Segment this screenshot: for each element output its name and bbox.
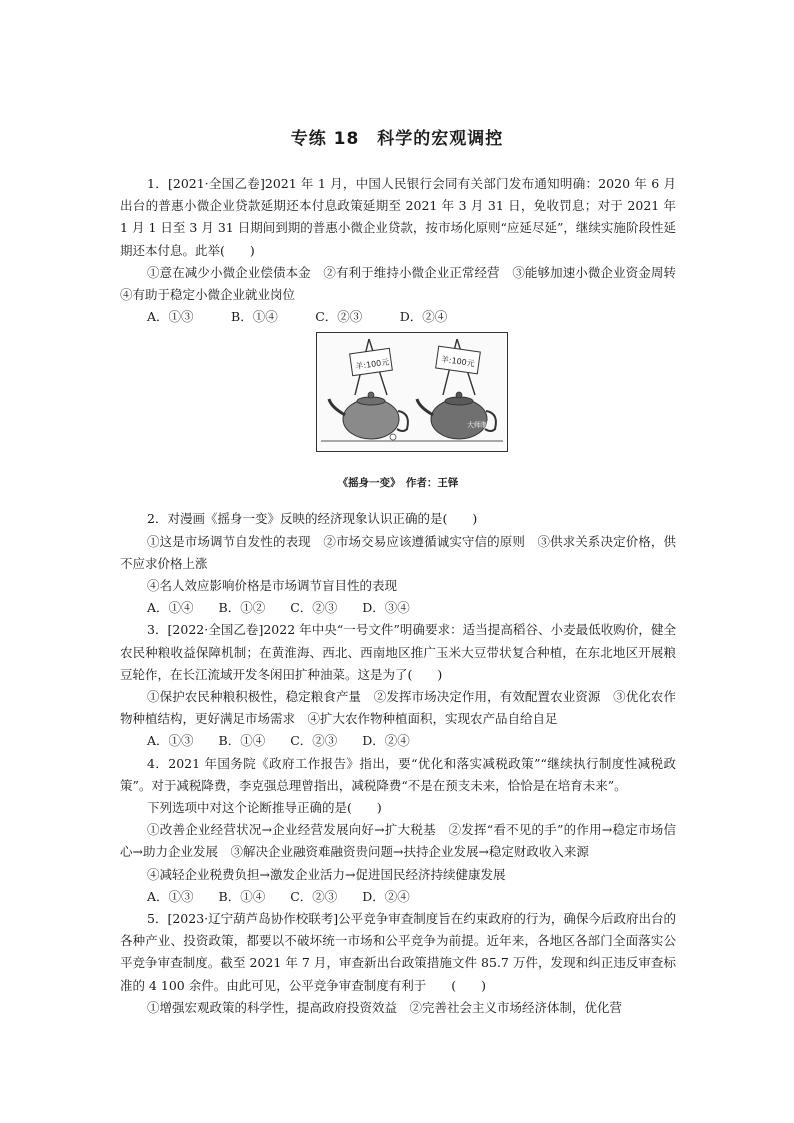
page-title: 专练 18 科学的宏观调控 [290, 129, 504, 149]
q4-stem: 4．2021 年国务院《政府工作报告》指出，要“优化和落实减税政策”“继续执行制度性减税政策”。对于减税降费，李克强总理曾指出，减税降费“不是在预支未来，恰恰是在培育未来”。 [120, 755, 676, 793]
left-teapot [329, 339, 408, 440]
q3-items: ①保护农民种粮积极性，稳定粮食产量 ②发挥市场决定作用，有效配置农业资源 ③优化农作物种植结构，更好满足市场需求 ④扩大农作物种植面积，实现农产品自给自足 [120, 689, 676, 727]
q1-items: ①意在减少小微企业偿债本金 ②有利于维持小微企业正常经营 ③能够加速小微企业资金周转 ④有助于稳定小微企业就业岗位 [120, 264, 689, 303]
q2-items-2: ④名人效应影响价格是市场调节盲目性的表现 [147, 578, 398, 594]
q5-items: ①增强宏观政策的科学性，提高政府投资效益 ②完善社会主义市场经济体制，优化营 [147, 999, 623, 1015]
figure-caption: 《摇身一变》 作者：王铎 [337, 477, 459, 490]
cartoon-figure-block [120, 332, 676, 502]
q4-options: A．①③ B．①④ C．②③ D．②④ [147, 888, 410, 904]
teapot-cartoon-drawing [317, 333, 507, 451]
q4-items-1: ①改善企业经营状况→企业经营发展向好→扩大税基 ②发挥“看不见的手”的作用→稳定市场信心→助力企业发展 ③解决企业融资难融资贵问题→扶持企业发展→稳定财政收入来源 [120, 822, 676, 860]
right-price-tag: 羊:100元 [440, 355, 476, 369]
q2-items-1: ①这是市场调节自发性的表现 ②市场交易应该遵循诚实守信的原则 ③供求关系决定价格，供不应求价格上涨 [120, 533, 676, 571]
q2-stem: 2．对漫画《摇身一变》反映的经济现象认识正确的是( ) [147, 511, 478, 527]
cartoon-image [316, 332, 508, 452]
q3-stem: 3．[2022·全国乙卷]2022 年中央“一号文件”明确要求：适当提高稻谷、小麦最低收购价，健全农民种粮收益保障机制；在黄淮海、西北、西南地区推广玉米大豆带状复合种植，在东北地区开展粮豆轮作，在长江流域开发冬闲田扩种油菜。这是为了( ) [120, 622, 676, 682]
q1-stem: 1．[2021·全国乙卷]2021 年 1 月，中国人民银行会同有关部门发布通知明确：2020 年 6 月出台的普惠小微企业贷款延期还本付息政策延期至 2021 年 3 月 31 日，免收罚息；对于 2021 年 1 月 1 日至 3 月 31 日期间到期的普惠小微企业贷款，按市场化原则“应延尽延”，继续实施阶段性延期还本付息。此举( ) [120, 176, 676, 258]
pot-signature-text: 大师制 [467, 421, 488, 430]
right-teapot [417, 339, 496, 439]
q4-stem-2: 下列选项中对这个论断推导正确的是( ) [147, 800, 382, 816]
question-list [120, 173, 689, 1019]
q4-items-2: ④减轻企业税费负担→激发企业活力→促进国民经济持续健康发展 [147, 866, 506, 882]
left-price-tag: 羊:100元 [354, 357, 390, 372]
q2-options: A．①④ B．①② C．②③ D．③④ [147, 600, 410, 616]
q5-stem: 5．[2023·辽宁葫芦岛协作校联考]公平竞争审查制度旨在约束政府的行为，确保今后政府出台的各种产业、投资政策，都要以不破坏统一市场和公平竞争为前提。近年来，各地区各部门全面落实公平竞争审查制度。截至 2021 年 7 月，审查新出台政策措施文件 85.7 万件，发现和纠正违反审查标准的 4 100 余件。由此可见，公平竞争审查制度有利于 ( ) [120, 911, 676, 993]
q1-options: A．①③ B．①④ C．②③ D．②④ [147, 309, 448, 325]
q3-options: A．①③ B．①④ C．②③ D．②④ [147, 733, 410, 749]
